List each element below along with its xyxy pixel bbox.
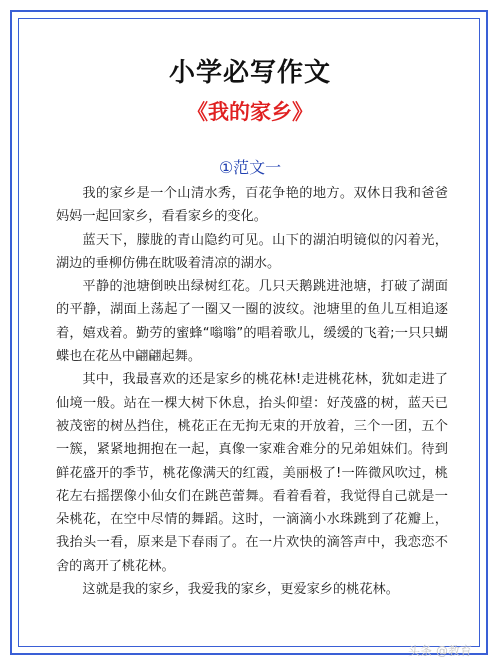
- essay-title: 《我的家乡》: [187, 100, 313, 124]
- page-title: 小学必写作文: [168, 58, 331, 88]
- watermark: 头条 @教育: [408, 644, 472, 658]
- essay-paragraph: 其中，我最喜欢的还是家乡的桃花林!走进桃花林，犹如走进了仙境一般。站在一棵大树下休息，抬头仰望：好茂盛的树，蓝天已被茂密的树丛挡住，桃花正在无拘无束的开放着，三个一团，五个一簇，紧紧地拥抱在一起，真像一家难舍难分的兄弟姐妹们。待到鲜花盛开的季节，桃花像满天的红霞，美丽极了!一阵微风吹过，桃花左右摇摆像小仙女们在跳芭蕾舞。看着看着，我觉得自己就是一朵桃花，在空中尽情的舞蹈。这时，一滴滴小水珠跳到了花瓣上，我抬头一看，原来是下春雨了。在一片欢快的滴答声中，我恋恋不舍的离开了桃花林。: [56, 372, 448, 574]
- essay-paragraph: 我的家乡是一个山清水秀，百花争艳的地方。双休日我和爸爸妈妈一起回家乡，看看家乡的变化。: [56, 186, 448, 225]
- essay-paragraph: 这就是我的家乡，我爱我的家乡，更爱家乡的桃花林。: [82, 582, 399, 598]
- essay-body: [56, 182, 448, 601]
- essay-paragraph: 蓝天下，朦胧的青山隐约可见。山下的湖泊明镜似的闪着光，湖边的垂柳仿佛在眈吸着清凉的湖水。: [56, 232, 448, 271]
- section-label: ①范文一: [218, 158, 282, 177]
- essay-paragraph: 平静的池塘倒映出绿树红花。几只天鹅跳进池塘，打破了湖面的平静，湖面上荡起了一圈又一圈的波纹。池塘里的鱼儿互相追逐着，嬉戏着。勤劳的蜜蜂“嗡嗡”的唱着歌儿，缓缓的飞着;一只只蝴蝶也在花丛中翩翩起舞。: [56, 279, 448, 365]
